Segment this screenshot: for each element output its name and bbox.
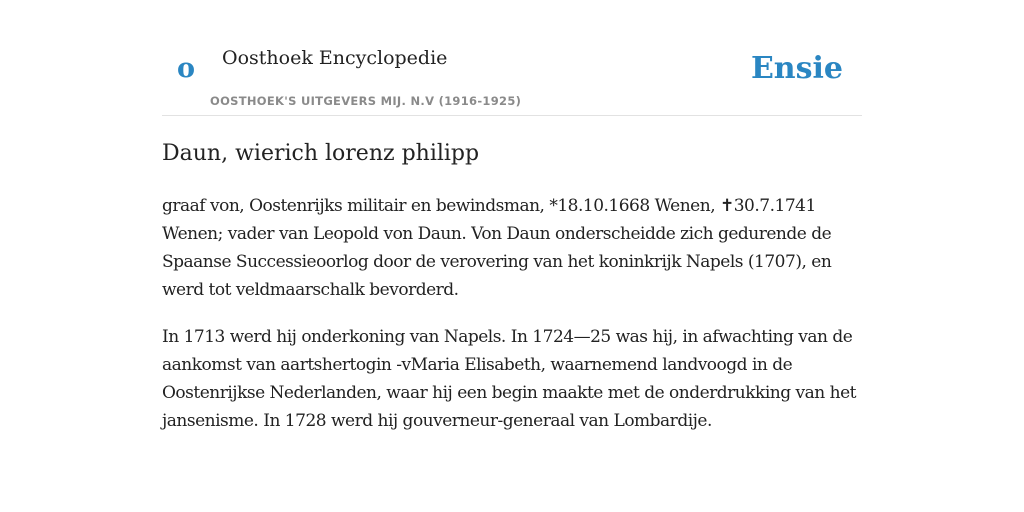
brand-logo-link[interactable]: Ensie [750, 51, 843, 86]
site-header [162, 0, 862, 116]
entry-paragraph: In 1713 werd hij onderkoning van Napels. In 1724—25 was hij, in afwachting van de aankomst van aartshertogin -vMaria Elisabeth, waarnemend landvoogd in de Oostenrijkse Nederlanden, waar hij een begin maakte met de onderdrukking van het jansenisme. In 1728 werd hij gouverneur-generaal van Lombardije. [162, 327, 856, 431]
page-container [162, 0, 862, 431]
site-title-link[interactable]: Oosthoek Encyclopedie [222, 47, 448, 69]
entry-title: Daun, wierich lorenz philipp [162, 141, 480, 166]
logo-icon[interactable]: o [177, 53, 196, 84]
entry-paragraph: graaf von, Oostenrijks militair en bewindsman, *18.10.1668 Wenen, ✝30.7.1741 Wenen; vader van Leopold von Daun. Von Daun onderscheidde zich gedurende de Spaanse Successieoorlog door de verovering van het koninkrijk Napels (1707), en werd tot veldmaarschalk bevorderd. [162, 196, 832, 300]
publisher-label: OOSTHOEK'S UITGEVERS MIJ. N.V (1916-1925) [210, 94, 522, 108]
entry-body [162, 192, 862, 454]
